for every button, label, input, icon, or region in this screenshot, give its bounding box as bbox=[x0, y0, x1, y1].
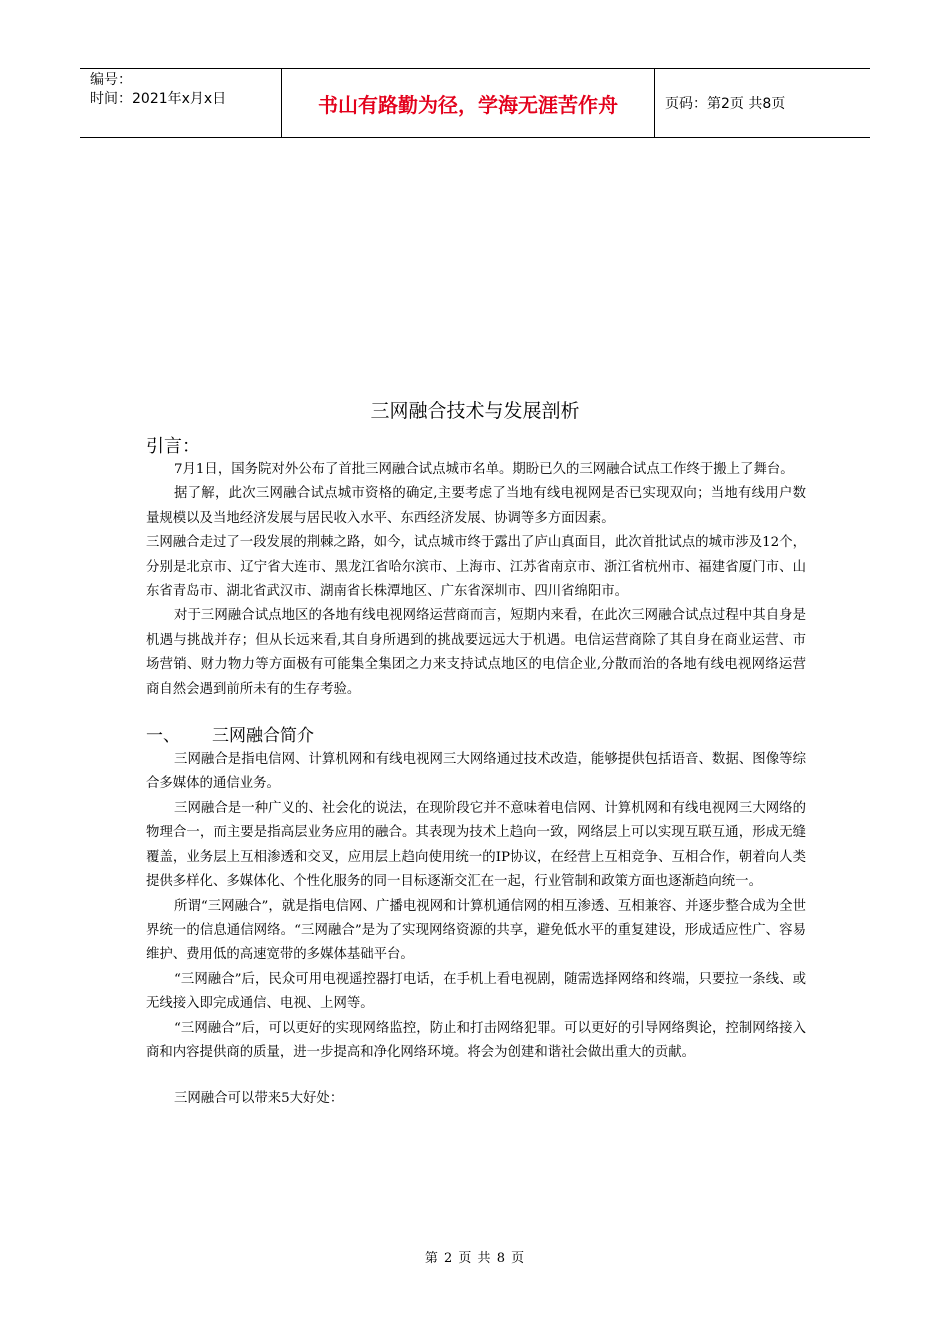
section-heading bbox=[146, 724, 806, 748]
section-paragraph: 三网融合是一种广义的、社会化的说法，在现阶段它并不意味着电信网、计算机网和有线电视网三大网络的物理合一，而主要是指高层业务应用的融合。其表现为技术上趋向一致，网络层上可以实现互联互通，形成无缝覆盖，业务层上互相渗透和交叉，应用层上趋向使用统一的IP协议，在经营上互相竞争、互相合作，朝着向人类提供多样化、多媒体化、个性化服务的同一目标逐渐交汇在一起，行业管制和政策方面也逐渐趋向统一。 bbox=[146, 800, 806, 890]
intro-heading: 引言： bbox=[146, 436, 200, 457]
section-title: 三网融合简介 bbox=[212, 726, 314, 747]
section-number: 一、 bbox=[146, 726, 180, 747]
intro-paragraph: 7月1日，国务院对外公布了首批三网融合试点城市名单。期盼已久的三网融合试点工作终于搬上了舞台。 bbox=[174, 462, 794, 477]
section-paragraph: 三网融合可以带来5大好处： bbox=[174, 1091, 344, 1107]
number-label: 编号： bbox=[90, 72, 132, 88]
section-paragraph: 三网融合是指电信网、计算机网和有线电视网三大网络通过技术改造，能够提供包括语音、数据、图像等综合多媒体的通信业务。 bbox=[146, 752, 806, 792]
header-page-info: 页码：第2页 共8页 bbox=[665, 96, 786, 112]
document-title: 三网融合技术与发展剖析 bbox=[370, 400, 580, 422]
intro-paragraph: 据了解，此次三网融合试点城市资格的确定,主要考虑了当地有线电视网是否已实现双向；当地有线用户数量规模以及当地经济发展与居民收入水平、东西经济发展、协调等多方面因素。 bbox=[146, 486, 806, 526]
section-paragraph: “三网融合”后，民众可用电视遥控器打电话，在手机上看电视剧，随需选择网络和终端，只要拉一条线、或无线接入即完成通信、电视、上网等。 bbox=[146, 971, 806, 1012]
document-body bbox=[146, 458, 806, 1112]
section-paragraph: 所谓“三网融合”，就是指电信网、广播电视网和计算机通信网的相互渗透、互相兼容、并逐步整合成为全世界统一的信息通信网络。“三网融合”是为了实现网络资源的共享，避免低水平的重复建设，形成适应性广、容易维护、费用低的高速宽带的多媒体基础平台。 bbox=[146, 898, 806, 963]
section-paragraph: “三网融合”后，可以更好的实现网络监控，防止和打击网络犯罪。可以更好的引导网络舆论，控制网络接入商和内容提供商的质量，进一步提高和净化网络环境。将会为创建和谐社会做出重大的贡献。 bbox=[146, 1020, 806, 1060]
time-label: 时间：2021年x月x日 bbox=[90, 91, 227, 107]
header-motto: 书山有路勤为径，学海无涯苦作舟 bbox=[282, 69, 655, 137]
page-footer: 第 2 页 共 8 页 bbox=[424, 1251, 526, 1266]
intro-paragraph: 三网融合走过了一段发展的荆棘之路，如今，试点城市终于露出了庐山真面目，此次首批试点的城市涉及12个，分别是北京市、辽宁省大连市、黑龙江省哈尔滨市、上海市、江苏省南京市、浙江省杭州市、福建省厦门市、山东省青岛市、湖北省武汉市、湖南省长株潭地区、广东省深圳市、四川省绵阳市。 bbox=[146, 535, 806, 600]
header-meta bbox=[80, 69, 282, 137]
page-header bbox=[80, 68, 870, 138]
intro-paragraph: 对于三网融合试点地区的各地有线电视网络运营商而言，短期内来看，在此次三网融合试点过程中其自身是机遇与挑战并存；但从长远来看,其自身所遇到的挑战要远远大于机遇。电信运营商除了其自身在商业运营、市场营销、财力物力等方面极有可能集全集团之力来支持试点地区的电信企业,分散而治的各地有线电视网络运营商自然会遇到前所未有的生存考验。 bbox=[146, 608, 806, 697]
